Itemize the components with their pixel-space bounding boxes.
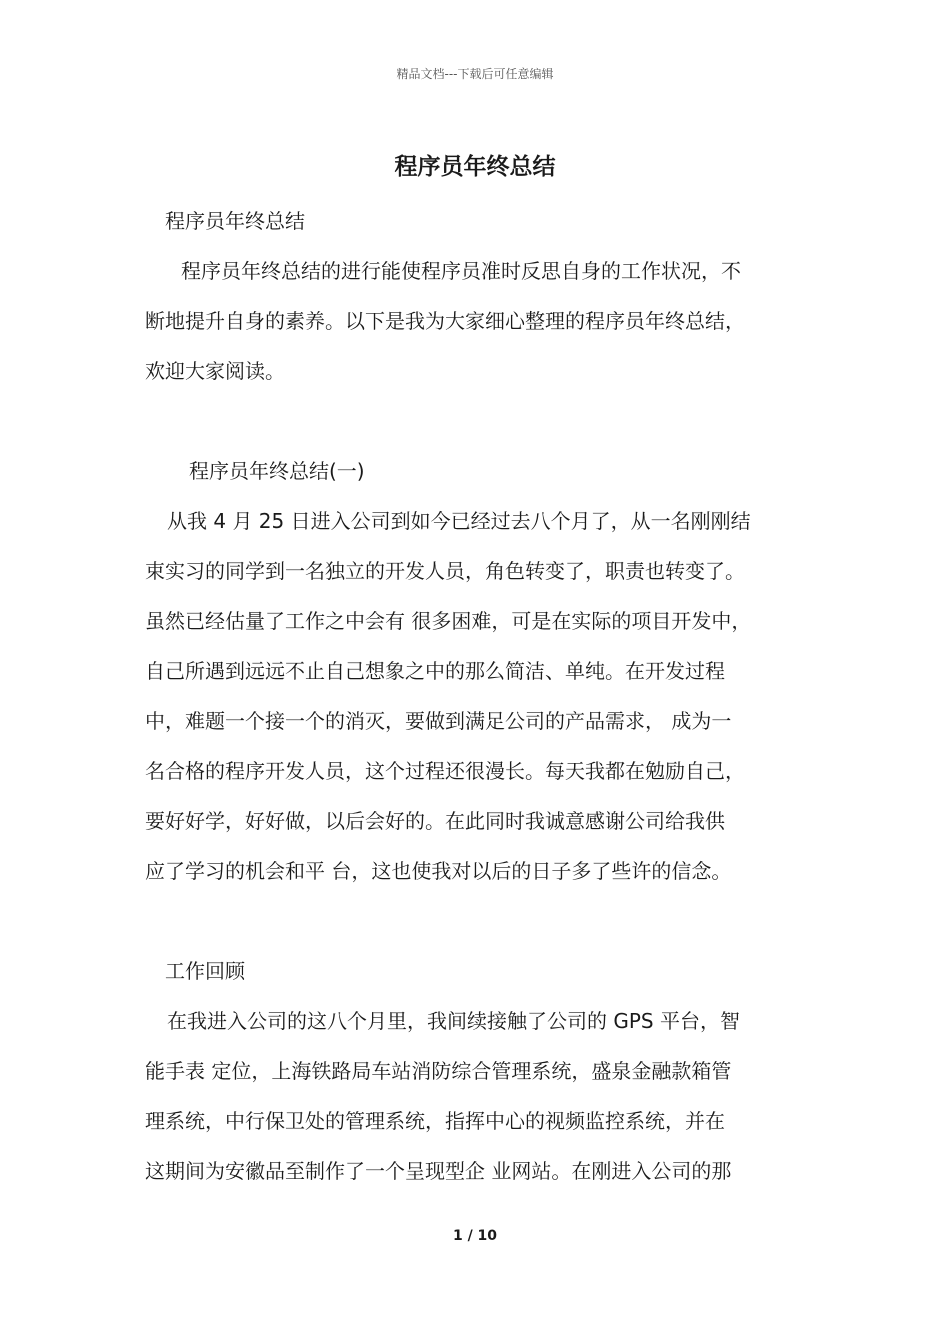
page-number: 1 / 10 — [452, 1228, 498, 1244]
paragraph-line: 应了学习的机会和平 台，这也使我对以后的日子多了些许的信念。 — [145, 859, 732, 883]
spacer — [145, 903, 815, 953]
paragraph-line: 自己所遇到远远不止自己想象之中的那么简洁、单纯。在开发过程 — [145, 659, 725, 683]
spacer — [145, 403, 815, 453]
paragraph-line: 束实习的同学到一名独立的开发人员，角色转变了，职责也转变了。 — [145, 559, 745, 583]
paragraph-line: 这期间为安徽品至制作了一个呈现型企 业网站。在刚进入公司的那 — [145, 1159, 732, 1183]
paragraph-line: 程序员年终总结的进行能使程序员准时反思自身的工作状况，不 — [181, 259, 741, 283]
document-body — [145, 203, 815, 1203]
paragraph-line: 虽然已经估量了工作之中会有 很多困难，可是在实际的项目开发中， — [145, 609, 752, 633]
document-subtitle: 程序员年终总结 — [165, 209, 305, 233]
page-header: 精品文档---下载后可任意编辑 — [396, 67, 554, 81]
paragraph-line: 中，难题一个接一个的消灭，要做到满足公司的产品需求， 成为一 — [145, 709, 732, 733]
paragraph-line: 要好好学，好好做，以后会好的。在此同时我诚意感谢公司给我供 — [145, 809, 725, 833]
section-heading: 程序员年终总结(一) — [189, 459, 365, 483]
paragraph-line: 理系统，中行保卫处的管理系统，指挥中心的视频监控系统，并在 — [145, 1109, 725, 1133]
document-title: 程序员年终总结 — [394, 154, 556, 180]
paragraph-line: 从我 4 月 25 日进入公司到如今已经过去八个月了，从一名刚刚结 — [167, 509, 751, 533]
paragraph-line: 断地提升自身的素养。以下是我为大家细心整理的程序员年终总结， — [145, 309, 745, 333]
paragraph-line: 能手表 定位，上海铁路局车站消防综合管理系统，盛泉金融款箱管 — [145, 1059, 732, 1083]
paragraph-line: 欢迎大家阅读。 — [145, 359, 285, 383]
paragraph-line: 名合格的程序开发人员，这个过程还很漫长。每天我都在勉励自己， — [145, 759, 745, 783]
section-heading: 工作回顾 — [165, 959, 245, 983]
paragraph-line: 在我进入公司的这八个月里，我间续接触了公司的 GPS 平台，智 — [167, 1009, 740, 1033]
